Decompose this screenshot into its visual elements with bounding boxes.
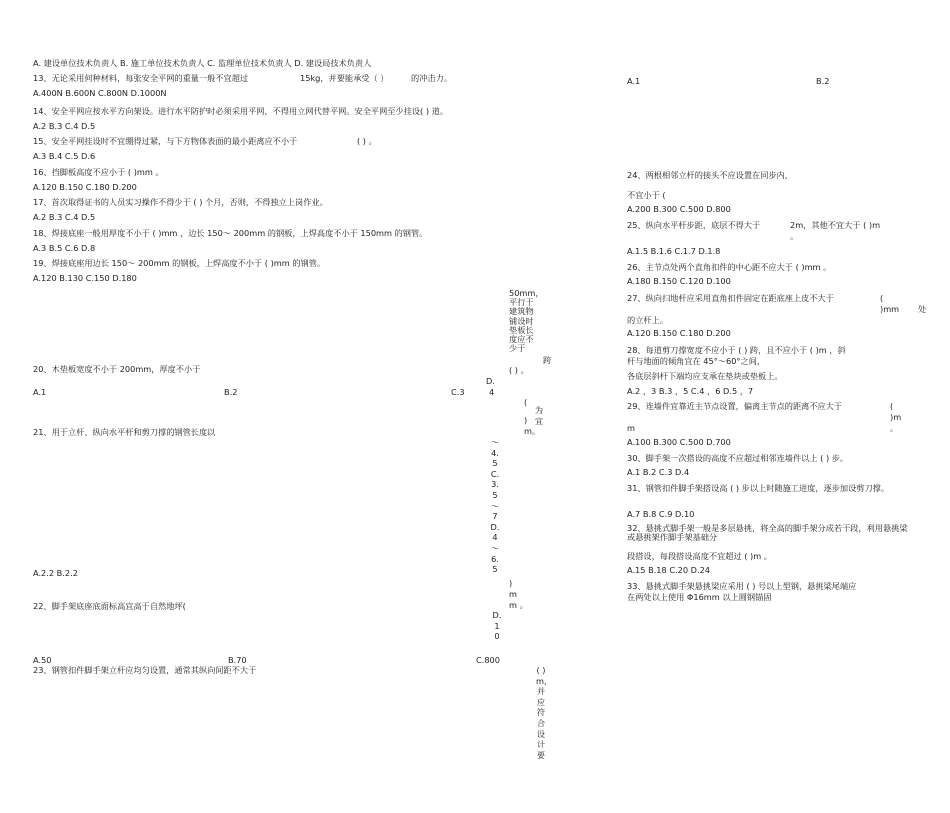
wrapped-text: ) [509, 578, 513, 588]
wrapped-text: m。 [524, 426, 541, 436]
question-29: 29、连墙件宜靠近主节点设置，偏离主节点的距离不应大于 [627, 401, 843, 411]
options: A.7 B.8 C.9 D.10 [627, 509, 695, 519]
wrapped-text: 跨 [543, 355, 552, 365]
options: A.1.5 B.1.6 C.1.7 D.1.8 [627, 246, 721, 256]
options: A.2 ，3 B.3 ，5 C.4 ，6 D.5 ，7 [627, 386, 754, 396]
question-23: 23、钢管扣件脚手架立杆应均匀设置，通常其纵向间距不大于 [33, 665, 257, 675]
option-ab: A.2.2 B.2.2 [33, 568, 78, 578]
text-line: 18、焊接底座一般用厚度不小于 ( )mm ，边长 150～ 200mm 的钢板，上焊高度不小于 150mm 的钢管。 [33, 228, 428, 238]
text-line: 。 [790, 231, 799, 241]
question-30: 30、脚手架一次搭设的高度不应超过相邻连墙件以上 ( ) 步。 [627, 453, 849, 463]
text-line: ( ) 。 [357, 136, 377, 146]
text-line: A.2 B.3 C.4 D.5 [33, 212, 96, 222]
text-line: 在两处以上使用 Φ16mm 以上圆钢锚固 [627, 592, 772, 602]
text-line: 14、安全平网应按水平方向架设。进行水平防护时必须采用平网，不得用立网代替平网。安全平网至少挂设( ) 道。 [33, 106, 449, 116]
text-line: )mm [880, 304, 900, 314]
text-line: 。 [890, 423, 899, 433]
text-line: 的冲击力。 [411, 73, 452, 83]
wrapped-text: ～4.5C.3.5～7D.4～6.5 [490, 437, 500, 575]
text-line: ( [880, 293, 884, 303]
text-line: m [627, 423, 635, 433]
wrapped-text: D.10 [492, 610, 502, 642]
option-c: C.3 [451, 387, 465, 397]
text-line: A.3 B.5 C.6 D.8 [33, 243, 96, 253]
options: A.1 B.2 C.3 D.4 [627, 467, 690, 477]
text-line: 15kg，并要能承受（ ） [300, 73, 389, 83]
option-b: B.2 [224, 387, 238, 397]
question-22: 22、脚手架底座底面标高宜高于自然地坪( [33, 601, 186, 611]
wrapped-text: m [509, 589, 517, 599]
text-line: 15、安全平网挂设时不宜绷得过紧，与下方物体表面的最小距离应不小于 [33, 136, 298, 146]
text-line: 处 [918, 304, 927, 314]
text-line: A. 建设单位技术负责人 B. 施工单位技术负责人 C. 监理单位技术负责人 D. 建设局技术负责人 [33, 58, 372, 68]
text-line: 17、首次取得证书的人员实习操作不得少于 ( ) 个月，否则，不得独立上岗作业。 [33, 197, 328, 207]
question-28: 28、每道剪刀撑宽度不应小于 ( ) 跨，且不应小于 ( )m ，斜 [627, 345, 846, 355]
text-line: 杆与地面的倾角宜在 45°～60°之间， [627, 356, 766, 366]
question-27: 27、纵向扫地杆应采用直角扣件固定在距底座上皮不大于 [627, 293, 834, 303]
question-21: 21、用于立杆、纵向水平杆和剪刀撑的钢管长度以 [33, 427, 216, 437]
text-line: 16、挡脚板高度不应小于 ( )mm 。 [33, 167, 164, 177]
wrapped-text: 50mm，平行于建筑物铺设时垫板长度应不少于 [509, 288, 544, 354]
option-b: B.70 [228, 655, 247, 665]
text-line: A.120 B.130 C.150 D.180 [33, 273, 137, 283]
wrapped-text: ( )m，并应符合设计要 [536, 665, 553, 760]
question-26: 26、主节点处两个直角扣件的中心距不应大于 ( )mm 。 [627, 262, 832, 272]
text-line: ( [890, 401, 894, 411]
text-line: 19、焊接底座用边长 150～ 200mm 的钢板，上焊高度不小于 ( )mm 的钢管。 [33, 258, 326, 268]
text-line: 不宜小于 ( [627, 190, 666, 200]
text-line: 段搭设，每段搭设高度不宜超过 ( )m 。 [627, 551, 772, 561]
wrapped-text: ( ) 。 [509, 365, 529, 375]
options: A.15 B.18 C.20 D.24 [627, 565, 710, 575]
text-line: )m [890, 412, 902, 422]
wrapped-text: m 。 [509, 600, 528, 610]
text-line: A.3 B.4 C.5 D.6 [33, 151, 96, 161]
question-20: 20、木垫板宽度不小于 200mm，厚度不小于 [33, 364, 201, 374]
question-32: 32、悬挑式脚手架一般是多层悬挑，将全高的脚手架分成若干段，利用悬挑梁或悬挑架作脚手架基础分 [627, 523, 908, 543]
wrapped-text: D. [486, 376, 495, 386]
text-line: 2m，其他不宜大于 ( )m [790, 220, 881, 230]
options: A.100 B.300 C.500 D.700 [627, 437, 731, 447]
text-line: A.120 B.150 C.180 D.200 [33, 182, 137, 192]
question-25: 25、纵向水平杆步距，底层不得大于 [627, 220, 761, 230]
wrapped-text: ( [524, 397, 528, 407]
question-31: 31、钢管扣件脚手架搭设高 ( ) 步以上时随施工进度，逐步加设剪刀撑。 [627, 483, 890, 493]
wrapped-text: 为宜 [534, 405, 544, 426]
option-d: 4 [489, 387, 495, 397]
text-line: A.2 B.3 C.4 D.5 [33, 121, 96, 131]
question-33: 33、悬挑式脚手架悬挑梁应采用 ( ) 号以上型钢，悬挑梁尾端应 [627, 581, 857, 591]
options: A.180 B.150 C.120 D.100 [627, 276, 731, 286]
wrapped-text: ) [524, 415, 528, 425]
options: A.120 B.150 C.180 D.200 [627, 328, 731, 338]
text-line: A.400N B.600N C.800N D.1000N [33, 88, 167, 98]
text-line: 13、无论采用何种材料，每张安全平网的重量一般不宜超过 [33, 73, 249, 83]
option-a: A.1 [627, 76, 641, 86]
option-a: A.50 [33, 655, 52, 665]
option-a: A.1 [33, 387, 47, 397]
question-24: 24、两根相邻立杆的接头不应设置在同步内， [627, 170, 793, 180]
options: A.200 B.300 C.500 D.800 [627, 204, 731, 214]
option-b: B.2 [816, 76, 830, 86]
text-line: 的立杆上。 [627, 315, 668, 325]
option-c: C.800 [476, 655, 500, 665]
text-line: 各底层斜杆下端均应支承在垫块或垫板上。 [627, 371, 783, 381]
